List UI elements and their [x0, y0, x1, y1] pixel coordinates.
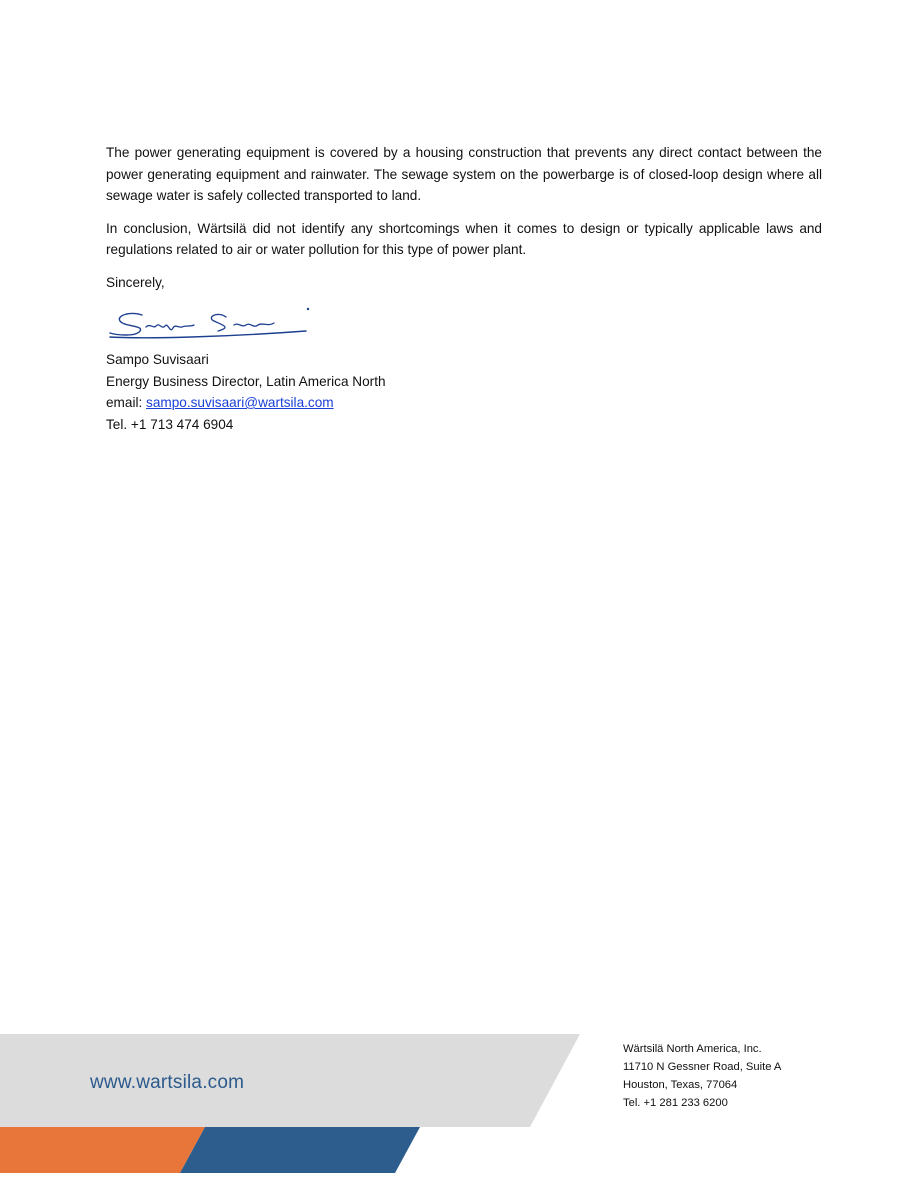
company-address — [623, 1040, 781, 1112]
website-link[interactable]: www.wartsila.com — [90, 1072, 245, 1093]
footer-orange-band — [0, 1127, 205, 1173]
email-link[interactable]: sampo.suvisaari@wartsila.com — [146, 395, 334, 410]
handwritten-signature — [106, 303, 336, 343]
footer-blue-band — [180, 1127, 420, 1173]
letter-body — [106, 142, 822, 435]
company-street: 11710 N Gessner Road, Suite A — [623, 1061, 782, 1073]
company-name: Wärtsilä North America, Inc. — [623, 1043, 762, 1055]
email-label: email: — [106, 395, 147, 410]
footer-band — [0, 1030, 920, 1200]
signatory-title: Energy Business Director, Latin America North — [106, 373, 386, 389]
paragraph-housing: The power generating equipment is covered by a housing construction that prevents any direct contact between the power generating equipment and rainwater. The sewage system on the powerbarge is of closed-loop design where all sewage water is safely collected transported to land. — [106, 145, 822, 203]
company-phone: Tel. +1 281 233 6200 — [623, 1097, 728, 1109]
paragraph-conclusion: In conclusion, Wärtsilä did not identify any shortcomings when it comes to design or typically applicable laws and regulations related to air or water pollution for this type of power plant. — [106, 220, 822, 257]
signatory-phone: Tel. +1 713 474 6904 — [106, 416, 234, 432]
signatory-email-line — [106, 392, 822, 414]
closing: Sincerely, — [106, 274, 165, 290]
footer-graphic — [0, 1030, 920, 1200]
footer-grey-band — [0, 1034, 580, 1127]
company-city: Houston, Texas, 77064 — [623, 1079, 738, 1091]
signatory-name: Sampo Suvisaari — [106, 352, 209, 367]
